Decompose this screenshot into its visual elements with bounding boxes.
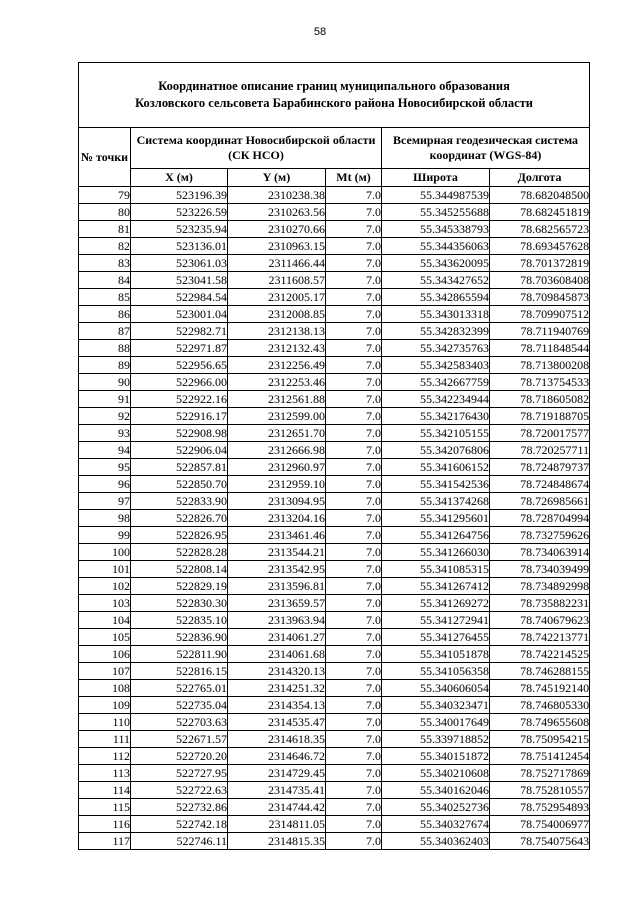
latitude-cell: 55.342667759	[382, 374, 490, 391]
latitude-cell: 55.342076806	[382, 442, 490, 459]
longitude-cell: 78.724848674	[490, 476, 590, 493]
mt-cell: 7.0	[326, 493, 382, 510]
point-number-cell: 80	[79, 204, 131, 221]
y-cell: 2312005.17	[228, 289, 326, 306]
point-number-cell: 112	[79, 748, 131, 765]
table-row	[79, 340, 590, 357]
point-number-cell: 105	[79, 629, 131, 646]
point-number-cell: 103	[79, 595, 131, 612]
table-row	[79, 816, 590, 833]
point-number-cell: 92	[79, 408, 131, 425]
point-number-cell: 101	[79, 561, 131, 578]
x-cell: 522850.70	[131, 476, 228, 493]
table-row	[79, 714, 590, 731]
longitude-cell: 78.728704994	[490, 510, 590, 527]
coordinates-table	[78, 62, 590, 850]
latitude-cell: 55.342234944	[382, 391, 490, 408]
mt-cell: 7.0	[326, 306, 382, 323]
title-line-1: Координатное описание границ муниципального образования	[158, 79, 510, 93]
longitude-cell: 78.709907512	[490, 306, 590, 323]
longitude-cell: 78.752717869	[490, 765, 590, 782]
longitude-cell: 78.703608408	[490, 272, 590, 289]
longitude-cell: 78.724879737	[490, 459, 590, 476]
x-cell: 523226.59	[131, 204, 228, 221]
y-cell: 2313542.95	[228, 561, 326, 578]
mt-cell: 7.0	[326, 187, 382, 204]
table-row	[79, 595, 590, 612]
latitude-cell: 55.343013318	[382, 306, 490, 323]
x-cell: 522833.90	[131, 493, 228, 510]
mt-cell: 7.0	[326, 782, 382, 799]
x-cell: 522982.71	[131, 323, 228, 340]
x-cell: 523235.94	[131, 221, 228, 238]
table-row	[79, 561, 590, 578]
mt-cell: 7.0	[326, 663, 382, 680]
mt-cell: 7.0	[326, 561, 382, 578]
latitude-cell: 55.340017649	[382, 714, 490, 731]
latitude-cell: 55.340606054	[382, 680, 490, 697]
latitude-cell: 55.341295601	[382, 510, 490, 527]
table-row	[79, 578, 590, 595]
y-cell: 2312960.97	[228, 459, 326, 476]
x-cell: 522826.95	[131, 527, 228, 544]
y-cell: 2313596.81	[228, 578, 326, 595]
point-number-cell: 107	[79, 663, 131, 680]
longitude-cell: 78.709845873	[490, 289, 590, 306]
mt-cell: 7.0	[326, 680, 382, 697]
point-number-cell: 82	[79, 238, 131, 255]
mt-cell: 7.0	[326, 476, 382, 493]
y-cell: 2314061.68	[228, 646, 326, 663]
table-row	[79, 255, 590, 272]
point-number-cell: 84	[79, 272, 131, 289]
table-body	[79, 187, 590, 850]
mt-cell: 7.0	[326, 408, 382, 425]
x-cell: 522857.81	[131, 459, 228, 476]
longitude-cell: 78.750954215	[490, 731, 590, 748]
latitude-cell: 55.341264756	[382, 527, 490, 544]
header-local-system: Система координат Новосибирской области (СК НСО)	[131, 128, 382, 169]
y-cell: 2310270.66	[228, 221, 326, 238]
table-row	[79, 408, 590, 425]
y-cell: 2312008.85	[228, 306, 326, 323]
longitude-cell: 78.732759626	[490, 527, 590, 544]
longitude-cell: 78.746288155	[490, 663, 590, 680]
table-row	[79, 391, 590, 408]
point-number-cell: 93	[79, 425, 131, 442]
table-row	[79, 442, 590, 459]
latitude-cell: 55.345338793	[382, 221, 490, 238]
x-cell: 523001.04	[131, 306, 228, 323]
mt-cell: 7.0	[326, 527, 382, 544]
mt-cell: 7.0	[326, 459, 382, 476]
mt-cell: 7.0	[326, 425, 382, 442]
mt-cell: 7.0	[326, 612, 382, 629]
latitude-cell: 55.344987539	[382, 187, 490, 204]
table-row	[79, 799, 590, 816]
point-number-cell: 108	[79, 680, 131, 697]
point-number-cell: 91	[79, 391, 131, 408]
mt-cell: 7.0	[326, 391, 382, 408]
y-cell: 2310238.38	[228, 187, 326, 204]
latitude-cell: 55.342865594	[382, 289, 490, 306]
x-cell: 522765.01	[131, 680, 228, 697]
table-row	[79, 459, 590, 476]
y-cell: 2313204.16	[228, 510, 326, 527]
longitude-cell: 78.745192140	[490, 680, 590, 697]
table-row	[79, 697, 590, 714]
y-cell: 2312666.98	[228, 442, 326, 459]
x-cell: 522916.17	[131, 408, 228, 425]
latitude-cell: 55.343427652	[382, 272, 490, 289]
table-row	[79, 204, 590, 221]
x-cell: 522966.00	[131, 374, 228, 391]
point-number-cell: 117	[79, 833, 131, 850]
y-cell: 2312651.70	[228, 425, 326, 442]
latitude-cell: 55.341606152	[382, 459, 490, 476]
longitude-cell: 78.720257711	[490, 442, 590, 459]
point-number-cell: 97	[79, 493, 131, 510]
x-cell: 522727.95	[131, 765, 228, 782]
x-cell: 522811.90	[131, 646, 228, 663]
latitude-cell: 55.341267412	[382, 578, 490, 595]
x-cell: 522984.54	[131, 289, 228, 306]
header-point-number: № точки	[79, 128, 131, 187]
x-cell: 522746.11	[131, 833, 228, 850]
y-cell: 2312132.43	[228, 340, 326, 357]
point-number-cell: 111	[79, 731, 131, 748]
table-row	[79, 289, 590, 306]
latitude-cell: 55.340252736	[382, 799, 490, 816]
y-cell: 2314320.13	[228, 663, 326, 680]
table-row	[79, 765, 590, 782]
y-cell: 2314535.47	[228, 714, 326, 731]
table-row	[79, 306, 590, 323]
latitude-cell: 55.342583403	[382, 357, 490, 374]
x-cell: 522835.10	[131, 612, 228, 629]
mt-cell: 7.0	[326, 544, 382, 561]
mt-cell: 7.0	[326, 595, 382, 612]
table-row	[79, 544, 590, 561]
longitude-cell: 78.749655608	[490, 714, 590, 731]
latitude-cell: 55.341272941	[382, 612, 490, 629]
y-cell: 2312253.46	[228, 374, 326, 391]
longitude-cell: 78.682048500	[490, 187, 590, 204]
mt-cell: 7.0	[326, 357, 382, 374]
header-wgs-system: Всемирная геодезическая система координат (WGS-84)	[382, 128, 590, 169]
latitude-cell: 55.342735763	[382, 340, 490, 357]
point-number-cell: 99	[79, 527, 131, 544]
header-latitude: Широта	[382, 169, 490, 187]
longitude-cell: 78.711940769	[490, 323, 590, 340]
y-cell: 2314744.42	[228, 799, 326, 816]
table-row	[79, 748, 590, 765]
table-row	[79, 731, 590, 748]
longitude-cell: 78.719188705	[490, 408, 590, 425]
mt-cell: 7.0	[326, 799, 382, 816]
point-number-cell: 95	[79, 459, 131, 476]
y-cell: 2311466.44	[228, 255, 326, 272]
point-number-cell: 98	[79, 510, 131, 527]
latitude-cell: 55.340151872	[382, 748, 490, 765]
longitude-cell: 78.746805330	[490, 697, 590, 714]
latitude-cell: 55.341056358	[382, 663, 490, 680]
x-cell: 522808.14	[131, 561, 228, 578]
y-cell: 2314061.27	[228, 629, 326, 646]
x-cell: 523061.03	[131, 255, 228, 272]
document-title	[79, 63, 590, 128]
x-cell: 522722.63	[131, 782, 228, 799]
latitude-cell: 55.340210608	[382, 765, 490, 782]
mt-cell: 7.0	[326, 221, 382, 238]
y-cell: 2310263.56	[228, 204, 326, 221]
mt-cell: 7.0	[326, 816, 382, 833]
x-cell: 522742.18	[131, 816, 228, 833]
latitude-cell: 55.341051878	[382, 646, 490, 663]
table-row	[79, 629, 590, 646]
mt-cell: 7.0	[326, 238, 382, 255]
point-number-cell: 94	[79, 442, 131, 459]
y-cell: 2313461.46	[228, 527, 326, 544]
table-row	[79, 493, 590, 510]
title-line-2: Козловского сельсовета Барабинского района Новосибирской области	[135, 96, 533, 110]
longitude-cell: 78.742214525	[490, 646, 590, 663]
table-row	[79, 323, 590, 340]
point-number-cell: 115	[79, 799, 131, 816]
table-row	[79, 425, 590, 442]
point-number-cell: 114	[79, 782, 131, 799]
x-cell: 522732.86	[131, 799, 228, 816]
longitude-cell: 78.713754533	[490, 374, 590, 391]
mt-cell: 7.0	[326, 340, 382, 357]
x-cell: 522720.20	[131, 748, 228, 765]
longitude-cell: 78.734892998	[490, 578, 590, 595]
header-x: X (м)	[131, 169, 228, 187]
y-cell: 2310963.15	[228, 238, 326, 255]
mt-cell: 7.0	[326, 255, 382, 272]
mt-cell: 7.0	[326, 697, 382, 714]
longitude-cell: 78.751412454	[490, 748, 590, 765]
x-cell: 522971.87	[131, 340, 228, 357]
mt-cell: 7.0	[326, 629, 382, 646]
y-cell: 2313659.57	[228, 595, 326, 612]
latitude-cell: 55.341269272	[382, 595, 490, 612]
y-cell: 2312138.13	[228, 323, 326, 340]
latitude-cell: 55.345255688	[382, 204, 490, 221]
y-cell: 2313963.94	[228, 612, 326, 629]
longitude-cell: 78.754075643	[490, 833, 590, 850]
point-number-cell: 85	[79, 289, 131, 306]
y-cell: 2314729.45	[228, 765, 326, 782]
y-cell: 2314618.35	[228, 731, 326, 748]
mt-cell: 7.0	[326, 833, 382, 850]
y-cell: 2314354.13	[228, 697, 326, 714]
x-cell: 522908.98	[131, 425, 228, 442]
point-number-cell: 86	[79, 306, 131, 323]
longitude-cell: 78.742213771	[490, 629, 590, 646]
x-cell: 523136.01	[131, 238, 228, 255]
x-cell: 522826.70	[131, 510, 228, 527]
table-row	[79, 476, 590, 493]
mt-cell: 7.0	[326, 714, 382, 731]
longitude-cell: 78.734039499	[490, 561, 590, 578]
y-cell: 2314811.05	[228, 816, 326, 833]
table-row	[79, 782, 590, 799]
longitude-cell: 78.735882231	[490, 595, 590, 612]
y-cell: 2311608.57	[228, 272, 326, 289]
point-number-cell: 110	[79, 714, 131, 731]
x-cell: 522836.90	[131, 629, 228, 646]
mt-cell: 7.0	[326, 442, 382, 459]
x-cell: 522816.15	[131, 663, 228, 680]
table-row	[79, 221, 590, 238]
longitude-cell: 78.754006977	[490, 816, 590, 833]
table-row	[79, 663, 590, 680]
x-cell: 522906.04	[131, 442, 228, 459]
point-number-cell: 116	[79, 816, 131, 833]
latitude-cell: 55.341276455	[382, 629, 490, 646]
table-row	[79, 187, 590, 204]
longitude-cell: 78.740679623	[490, 612, 590, 629]
y-cell: 2314646.72	[228, 748, 326, 765]
point-number-cell: 90	[79, 374, 131, 391]
point-number-cell: 104	[79, 612, 131, 629]
point-number-cell: 79	[79, 187, 131, 204]
mt-cell: 7.0	[326, 731, 382, 748]
y-cell: 2312561.88	[228, 391, 326, 408]
y-cell: 2314735.41	[228, 782, 326, 799]
x-cell: 522828.28	[131, 544, 228, 561]
latitude-cell: 55.344356063	[382, 238, 490, 255]
x-cell: 522829.19	[131, 578, 228, 595]
header-longitude: Долгота	[490, 169, 590, 187]
longitude-cell: 78.682451819	[490, 204, 590, 221]
page-number: 58	[313, 26, 327, 38]
mt-cell: 7.0	[326, 765, 382, 782]
mt-cell: 7.0	[326, 374, 382, 391]
x-cell: 522830.30	[131, 595, 228, 612]
x-cell: 522922.16	[131, 391, 228, 408]
table-row	[79, 833, 590, 850]
longitude-cell: 78.718605082	[490, 391, 590, 408]
table-row	[79, 612, 590, 629]
mt-cell: 7.0	[326, 272, 382, 289]
x-cell: 523196.39	[131, 187, 228, 204]
latitude-cell: 55.341542536	[382, 476, 490, 493]
table-row	[79, 357, 590, 374]
mt-cell: 7.0	[326, 323, 382, 340]
mt-cell: 7.0	[326, 510, 382, 527]
longitude-cell: 78.711848544	[490, 340, 590, 357]
table-row	[79, 646, 590, 663]
y-cell: 2312256.49	[228, 357, 326, 374]
point-number-cell: 88	[79, 340, 131, 357]
x-cell: 522703.63	[131, 714, 228, 731]
longitude-cell: 78.693457628	[490, 238, 590, 255]
longitude-cell: 78.720017577	[490, 425, 590, 442]
latitude-cell: 55.340162046	[382, 782, 490, 799]
point-number-cell: 102	[79, 578, 131, 595]
mt-cell: 7.0	[326, 646, 382, 663]
longitude-cell: 78.726985661	[490, 493, 590, 510]
x-cell: 523041.58	[131, 272, 228, 289]
y-cell: 2313094.95	[228, 493, 326, 510]
table-row	[79, 680, 590, 697]
x-cell: 522671.57	[131, 731, 228, 748]
point-number-cell: 96	[79, 476, 131, 493]
x-cell: 522956.65	[131, 357, 228, 374]
latitude-cell: 55.339718852	[382, 731, 490, 748]
latitude-cell: 55.342105155	[382, 425, 490, 442]
table-row	[79, 527, 590, 544]
latitude-cell: 55.340362403	[382, 833, 490, 850]
point-number-cell: 106	[79, 646, 131, 663]
point-number-cell: 81	[79, 221, 131, 238]
point-number-cell: 89	[79, 357, 131, 374]
x-cell: 522735.04	[131, 697, 228, 714]
point-number-cell: 109	[79, 697, 131, 714]
table-row	[79, 272, 590, 289]
latitude-cell: 55.341085315	[382, 561, 490, 578]
longitude-cell: 78.682565723	[490, 221, 590, 238]
mt-cell: 7.0	[326, 748, 382, 765]
latitude-cell: 55.342832399	[382, 323, 490, 340]
header-mt: Mt (м)	[326, 169, 382, 187]
y-cell: 2314251.32	[228, 680, 326, 697]
longitude-cell: 78.701372819	[490, 255, 590, 272]
longitude-cell: 78.734063914	[490, 544, 590, 561]
mt-cell: 7.0	[326, 289, 382, 306]
mt-cell: 7.0	[326, 204, 382, 221]
longitude-cell: 78.713800208	[490, 357, 590, 374]
point-number-cell: 100	[79, 544, 131, 561]
table-row	[79, 374, 590, 391]
y-cell: 2314815.35	[228, 833, 326, 850]
longitude-cell: 78.752810557	[490, 782, 590, 799]
latitude-cell: 55.340327674	[382, 816, 490, 833]
table-row	[79, 238, 590, 255]
latitude-cell: 55.343620095	[382, 255, 490, 272]
point-number-cell: 87	[79, 323, 131, 340]
header-y: Y (м)	[228, 169, 326, 187]
point-number-cell: 83	[79, 255, 131, 272]
point-number-cell: 113	[79, 765, 131, 782]
longitude-cell: 78.752954893	[490, 799, 590, 816]
latitude-cell: 55.341266030	[382, 544, 490, 561]
table-row	[79, 510, 590, 527]
y-cell: 2313544.21	[228, 544, 326, 561]
latitude-cell: 55.341374268	[382, 493, 490, 510]
latitude-cell: 55.340323471	[382, 697, 490, 714]
y-cell: 2312599.00	[228, 408, 326, 425]
latitude-cell: 55.342176430	[382, 408, 490, 425]
y-cell: 2312959.10	[228, 476, 326, 493]
mt-cell: 7.0	[326, 578, 382, 595]
